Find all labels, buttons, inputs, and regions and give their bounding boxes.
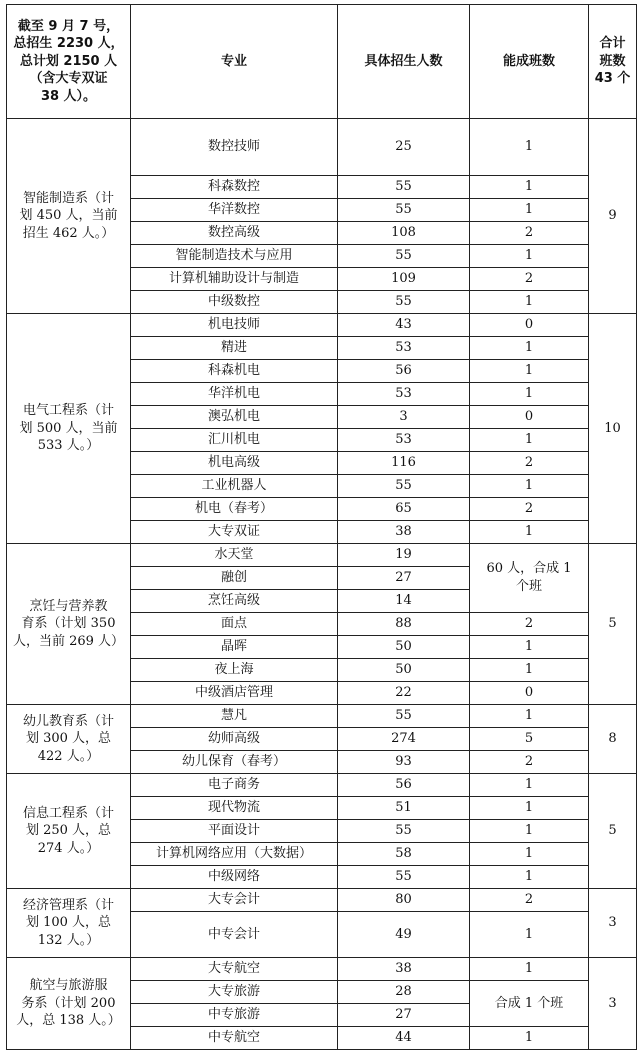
major-cell: 水天堂 xyxy=(131,544,338,567)
enrolled-cell: 14 xyxy=(338,590,470,613)
enrolled-cell: 55 xyxy=(338,866,470,889)
total-classes-cell: 9 xyxy=(589,119,637,314)
major-cell: 慧凡 xyxy=(131,705,338,728)
classes-cell: 2 xyxy=(470,452,589,475)
major-cell: 澳弘机电 xyxy=(131,406,338,429)
major-cell: 华洋数控 xyxy=(131,199,338,222)
major-cell: 面点 xyxy=(131,613,338,636)
enrolled-cell: 22 xyxy=(338,682,470,705)
department-cell: 智能制造系（计 划 450 人，当前 招生 462 人。） xyxy=(7,119,131,314)
classes-cell: 1 xyxy=(470,475,589,498)
major-cell: 中专会计 xyxy=(131,912,338,958)
enrolled-cell: 55 xyxy=(338,475,470,498)
major-cell: 机电（春考） xyxy=(131,498,338,521)
enrolled-cell: 55 xyxy=(338,199,470,222)
major-cell: 计算机辅助设计与制造 xyxy=(131,268,338,291)
classes-cell: 1 xyxy=(470,820,589,843)
major-cell: 精进 xyxy=(131,337,338,360)
enrolled-cell: 43 xyxy=(338,314,470,337)
major-cell: 机电高级 xyxy=(131,452,338,475)
classes-cell: 1 xyxy=(470,659,589,682)
classes-cell: 1 xyxy=(470,1027,589,1050)
enrolled-cell: 108 xyxy=(338,222,470,245)
table-row xyxy=(7,705,637,728)
enrolled-cell: 49 xyxy=(338,912,470,958)
classes-cell: 1 xyxy=(470,119,589,176)
major-cell: 电子商务 xyxy=(131,774,338,797)
major-cell: 科森机电 xyxy=(131,360,338,383)
major-cell: 现代物流 xyxy=(131,797,338,820)
major-cell: 工业机器人 xyxy=(131,475,338,498)
classes-cell: 1 xyxy=(470,176,589,199)
enrolled-cell: 56 xyxy=(338,774,470,797)
major-cell: 大专航空 xyxy=(131,958,338,981)
enrolled-cell: 56 xyxy=(338,360,470,383)
major-cell: 大专旅游 xyxy=(131,981,338,1004)
major-cell: 机电技师 xyxy=(131,314,338,337)
enrollment-table xyxy=(6,4,637,1050)
department-cell: 烹饪与营养教 育系（计划 350 人，当前 269 人） xyxy=(7,544,131,705)
enrolled-cell: 38 xyxy=(338,958,470,981)
classes-cell: 1 xyxy=(470,774,589,797)
department-cell: 经济管理系（计 划 100 人，总 132 人。） xyxy=(7,889,131,958)
classes-cell: 1 xyxy=(470,797,589,820)
enrolled-cell: 80 xyxy=(338,889,470,912)
major-cell: 数控高级 xyxy=(131,222,338,245)
classes-cell: 1 xyxy=(470,291,589,314)
major-header: 专业 xyxy=(131,5,338,119)
classes-cell: 1 xyxy=(470,958,589,981)
classes-cell: 5 xyxy=(470,728,589,751)
enrolled-cell: 65 xyxy=(338,498,470,521)
summary-header: 截至 9 月 7 号， 总招生 2230 人， 总计划 2150 人 （含大专双证 38 人）。 xyxy=(7,5,131,119)
total-classes-cell: 10 xyxy=(589,314,637,544)
classes-cell: 1 xyxy=(470,636,589,659)
classes-cell: 2 xyxy=(470,889,589,912)
classes-cell: 2 xyxy=(470,751,589,774)
total-classes-cell: 5 xyxy=(589,544,637,705)
department-cell: 航空与旅游服 务系（计划 200 人，总 138 人。） xyxy=(7,958,131,1050)
enrolled-cell: 50 xyxy=(338,636,470,659)
department-cell: 电气工程系（计 划 500 人，当前 533 人。） xyxy=(7,314,131,544)
enrolled-cell: 93 xyxy=(338,751,470,774)
classes-cell: 1 xyxy=(470,383,589,406)
classes-cell: 1 xyxy=(470,199,589,222)
header-row xyxy=(7,5,637,119)
enrolled-cell: 51 xyxy=(338,797,470,820)
major-cell: 中级数控 xyxy=(131,291,338,314)
major-cell: 计算机网络应用（大数据） xyxy=(131,843,338,866)
total-classes-cell: 8 xyxy=(589,705,637,774)
classes-cell: 2 xyxy=(470,268,589,291)
major-cell: 智能制造技术与应用 xyxy=(131,245,338,268)
major-cell: 幼儿保育（春考） xyxy=(131,751,338,774)
enrolled-cell: 27 xyxy=(338,1004,470,1027)
classes-cell: 1 xyxy=(470,245,589,268)
major-cell: 汇川机电 xyxy=(131,429,338,452)
classes-cell: 1 xyxy=(470,337,589,360)
table-row xyxy=(7,119,637,176)
enrolled-cell: 53 xyxy=(338,429,470,452)
major-cell: 烹饪高级 xyxy=(131,590,338,613)
major-cell: 幼师高级 xyxy=(131,728,338,751)
total-classes-cell: 3 xyxy=(589,889,637,958)
classes-cell: 2 xyxy=(470,222,589,245)
classes-cell: 0 xyxy=(470,682,589,705)
major-cell: 华洋机电 xyxy=(131,383,338,406)
table-row xyxy=(7,774,637,797)
classes-cell: 1 xyxy=(470,866,589,889)
total-classes-cell: 3 xyxy=(589,958,637,1050)
enrolled-cell: 116 xyxy=(338,452,470,475)
major-cell: 科森数控 xyxy=(131,176,338,199)
classes-header: 能成班数 xyxy=(470,5,589,119)
classes-cell: 0 xyxy=(470,314,589,337)
major-cell: 中级网络 xyxy=(131,866,338,889)
table-row xyxy=(7,544,637,567)
major-cell: 中级酒店管理 xyxy=(131,682,338,705)
enrolled-cell: 38 xyxy=(338,521,470,544)
enrolled-cell: 25 xyxy=(338,119,470,176)
classes-cell: 2 xyxy=(470,498,589,521)
table-row xyxy=(7,958,637,981)
enrolled-cell: 55 xyxy=(338,245,470,268)
enrolled-cell: 58 xyxy=(338,843,470,866)
enrolled-cell: 88 xyxy=(338,613,470,636)
major-cell: 大专双证 xyxy=(131,521,338,544)
classes-cell: 1 xyxy=(470,705,589,728)
department-cell: 信息工程系（计 划 250 人，总 274 人。） xyxy=(7,774,131,889)
enrolled-cell: 55 xyxy=(338,820,470,843)
classes-cell: 1 xyxy=(470,912,589,958)
major-cell: 融创 xyxy=(131,567,338,590)
classes-cell: 1 xyxy=(470,521,589,544)
major-cell: 平面设计 xyxy=(131,820,338,843)
department-cell: 幼儿教育系（计 划 300 人，总 422 人。） xyxy=(7,705,131,774)
classes-cell: 0 xyxy=(470,406,589,429)
major-cell: 夜上海 xyxy=(131,659,338,682)
classes-cell: 1 xyxy=(470,360,589,383)
total-classes-header: 合计 班数 43 个 xyxy=(589,5,637,119)
enrolled-cell: 50 xyxy=(338,659,470,682)
enrolled-cell: 53 xyxy=(338,383,470,406)
enrolled-cell: 55 xyxy=(338,176,470,199)
classes-cell: 2 xyxy=(470,613,589,636)
merged-classes-cell: 60 人，合成 1 个班 xyxy=(470,544,589,613)
enrolled-cell: 55 xyxy=(338,291,470,314)
major-cell: 中专旅游 xyxy=(131,1004,338,1027)
table-row xyxy=(7,314,637,337)
enrolled-header: 具体招生人数 xyxy=(338,5,470,119)
major-cell: 数控技师 xyxy=(131,119,338,176)
enrolled-cell: 274 xyxy=(338,728,470,751)
major-cell: 中专航空 xyxy=(131,1027,338,1050)
major-cell: 大专会计 xyxy=(131,889,338,912)
enrolled-cell: 28 xyxy=(338,981,470,1004)
enrolled-cell: 44 xyxy=(338,1027,470,1050)
total-classes-cell: 5 xyxy=(589,774,637,889)
enrolled-cell: 109 xyxy=(338,268,470,291)
table-row xyxy=(7,889,637,912)
enrolled-cell: 3 xyxy=(338,406,470,429)
merged-classes-cell: 合成 1 个班 xyxy=(470,981,589,1027)
enrolled-cell: 55 xyxy=(338,705,470,728)
classes-cell: 1 xyxy=(470,429,589,452)
classes-cell: 1 xyxy=(470,843,589,866)
enrolled-cell: 53 xyxy=(338,337,470,360)
enrolled-cell: 27 xyxy=(338,567,470,590)
enrolled-cell: 19 xyxy=(338,544,470,567)
major-cell: 晶晖 xyxy=(131,636,338,659)
